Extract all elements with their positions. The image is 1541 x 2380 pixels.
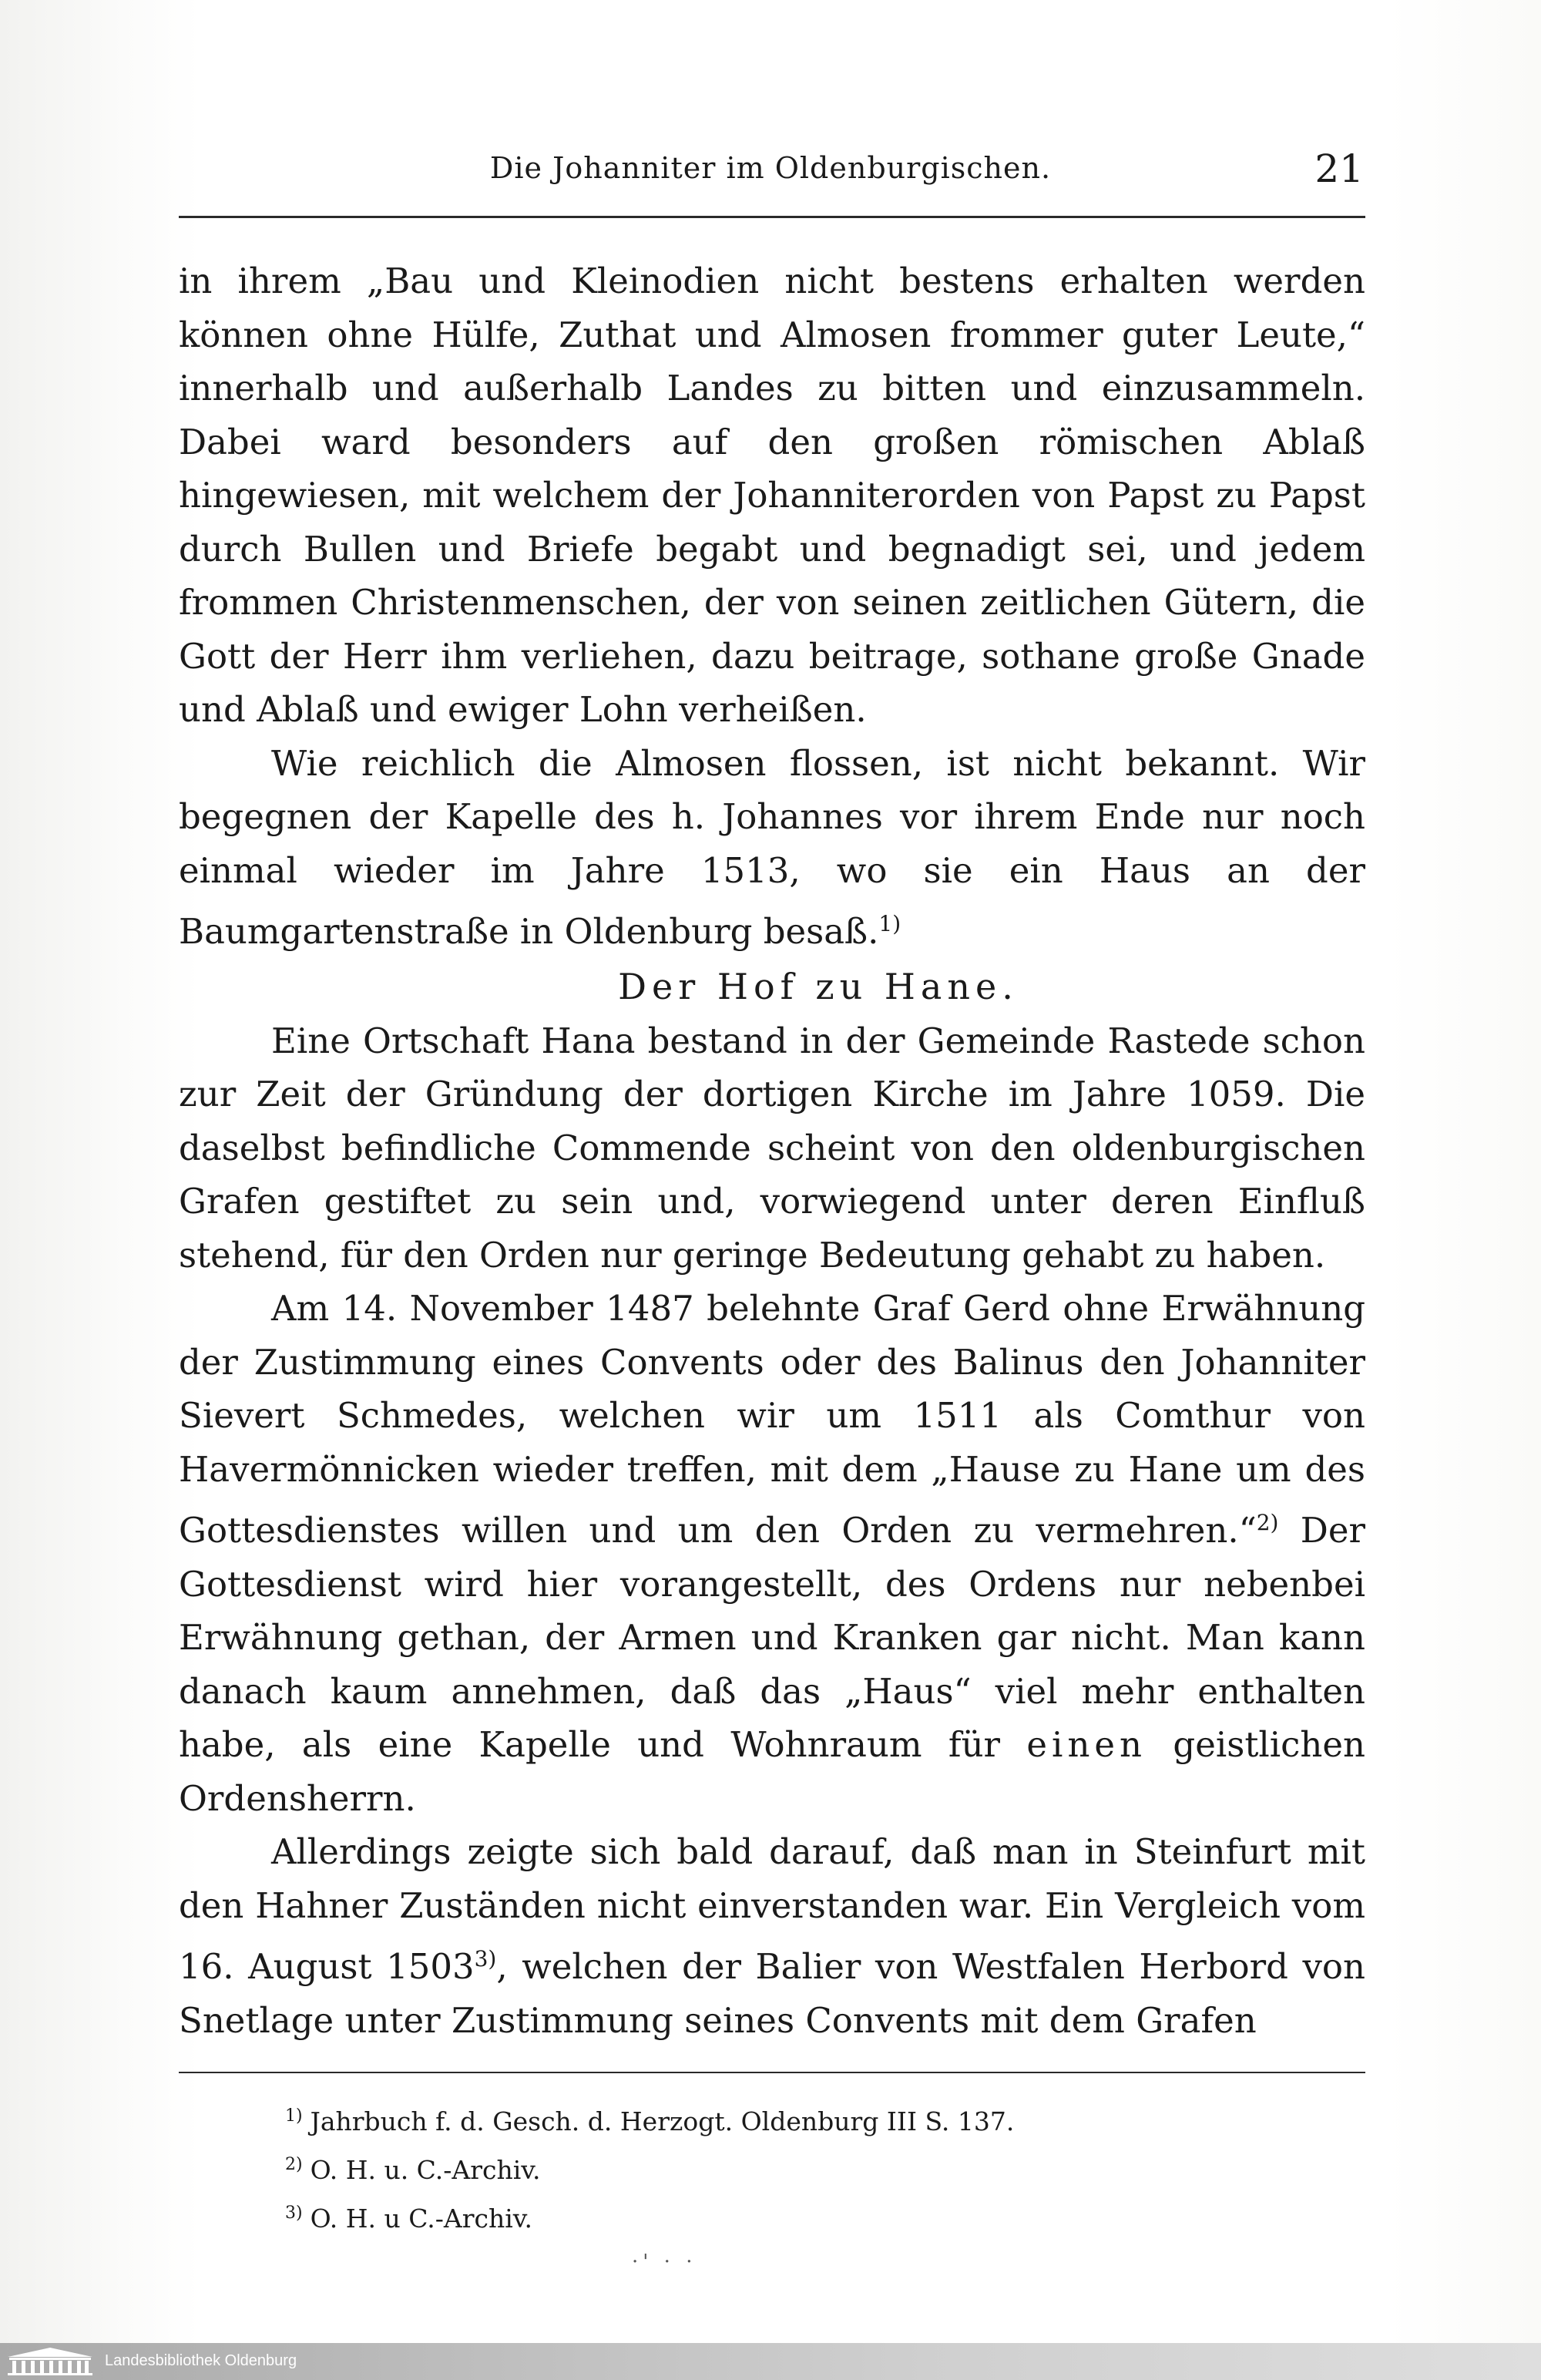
library-footer-bar <box>0 2343 1541 2380</box>
footnote-rule <box>179 2072 1365 2073</box>
footnote-3 <box>285 2192 1287 2240</box>
footnote-ref-2: 2) <box>1256 1510 1279 1535</box>
allerdings-paragraph-text-2: , welchen der Balier von Westfalen Herbord von Snetlage unter Zustimmung seines Convents mit dem Grafen <box>179 1946 1365 2041</box>
november-paragraph-text-3: geistlichen Ordensherrn. <box>179 1724 1365 1819</box>
allerdings-paragraph-text-1: Allerdings zeigte sich bald darauf, daß man in Steinfurt mit den Hahner Zuständen nicht einverstanden war. Ein Vergleich vom 16. August 1503 <box>179 1831 1365 1987</box>
header-rule <box>179 216 1365 218</box>
hana-paragraph: Eine Ortschaft Hana bestand in der Gemeinde Rastede schon zur Zeit der Gründung der dortigen Kirche im Jahre 1059. Die daselbst befindliche Commende scheint von den oldenburgischen Grafen gestiftet zu sein und, vorwiegend unter deren Einfluß stehend, für den Orden nur geringe Bedeutung gehabt zu haben. <box>179 1020 1365 1276</box>
section-heading: Der Hof zu Hane. <box>618 965 1019 1007</box>
library-name: Landesbibliothek Oldenburg <box>105 2352 297 2369</box>
november-paragraph-text-2: Der Gottesdienst wird hier vorangestellt, des Ordens nur nebenbei Erwähnung gethan, der Armen und Kranken gar nicht. Man kann danach kaum annehmen, daß das „Haus“ viel mehr enthalten habe, als eine Kapelle und Wohnraum für <box>179 1510 1365 1765</box>
footnote-ref-1: 1) <box>878 911 901 936</box>
november-paragraph <box>179 1282 1365 1825</box>
almosen-paragraph-text: Wie reichlich die Almosen flossen, ist nicht bekannt. Wir begegnen der Kapelle des h. Johannes vor ihrem Ende nur noch einmal wieder im Jahre 1513, wo sie ein Haus an der Baumgartenstraße in Oldenburg besaß. <box>179 742 1365 952</box>
body-text <box>179 254 1365 2047</box>
footnote-1 <box>285 2095 1287 2143</box>
footnote-2 <box>285 2143 1287 2192</box>
print-specks: ·' · · <box>632 2251 697 2274</box>
page-number: 21 <box>1314 146 1364 191</box>
footnote-2-mark: 2) <box>285 2155 303 2174</box>
november-paragraph-text-1: Am 14. November 1487 belehnte Graf Gerd ohne Erwähnung der Zustimmung eines Convents oder des Balinus den Johanniter Sievert Schmedes, welchen wir um 1511 als Comthur von Havermönnicken wieder treffen, mit dem „Hause zu Hane um des Gottesdienstes willen und um den Orden zu vermehren.“ <box>179 1288 1365 1551</box>
library-building-icon <box>5 2346 96 2377</box>
running-head <box>177 146 1364 200</box>
footnote-1-mark: 1) <box>285 2106 303 2126</box>
almosen-paragraph <box>179 737 1365 959</box>
footnote-2-text: O. H. u. C.-Archiv. <box>310 2155 541 2185</box>
emphasis-einen: einen <box>1026 1724 1147 1765</box>
footnotes <box>285 2095 1287 2240</box>
intro-paragraph: in ihrem „Bau und Kleinodien nicht bestens erhalten werden können ohne Hülfe, Zuthat und Almosen frommer guter Leute,“ innerhalb und außerhalb Landes zu bitten und einzusammeln. Dabei ward besonders auf den großen römischen Ablaß hingewiesen, mit welchem der Johanniterorden von Papst zu Papst durch Bullen und Briefe begabt und begnadigt sei, und jedem frommen Christenmenschen, der von seinen zeitlichen Gütern, die Gott der Herr ihm verliehen, dazu beitrage, sothane große Gnade und Ablaß und ewiger Lohn verheißen. <box>179 261 1365 730</box>
footnote-ref-3: 3) <box>474 1946 497 1972</box>
footnote-3-text: O. H. u C.-Archiv. <box>310 2204 533 2234</box>
footnote-3-mark: 3) <box>285 2204 303 2223</box>
running-title: Die Johanniter im Oldenburgischen. <box>489 151 1052 185</box>
footnote-1-text: Jahrbuch f. d. Gesch. d. Herzogt. Oldenburg III S. 137. <box>310 2106 1015 2136</box>
allerdings-paragraph <box>179 1825 1365 2047</box>
